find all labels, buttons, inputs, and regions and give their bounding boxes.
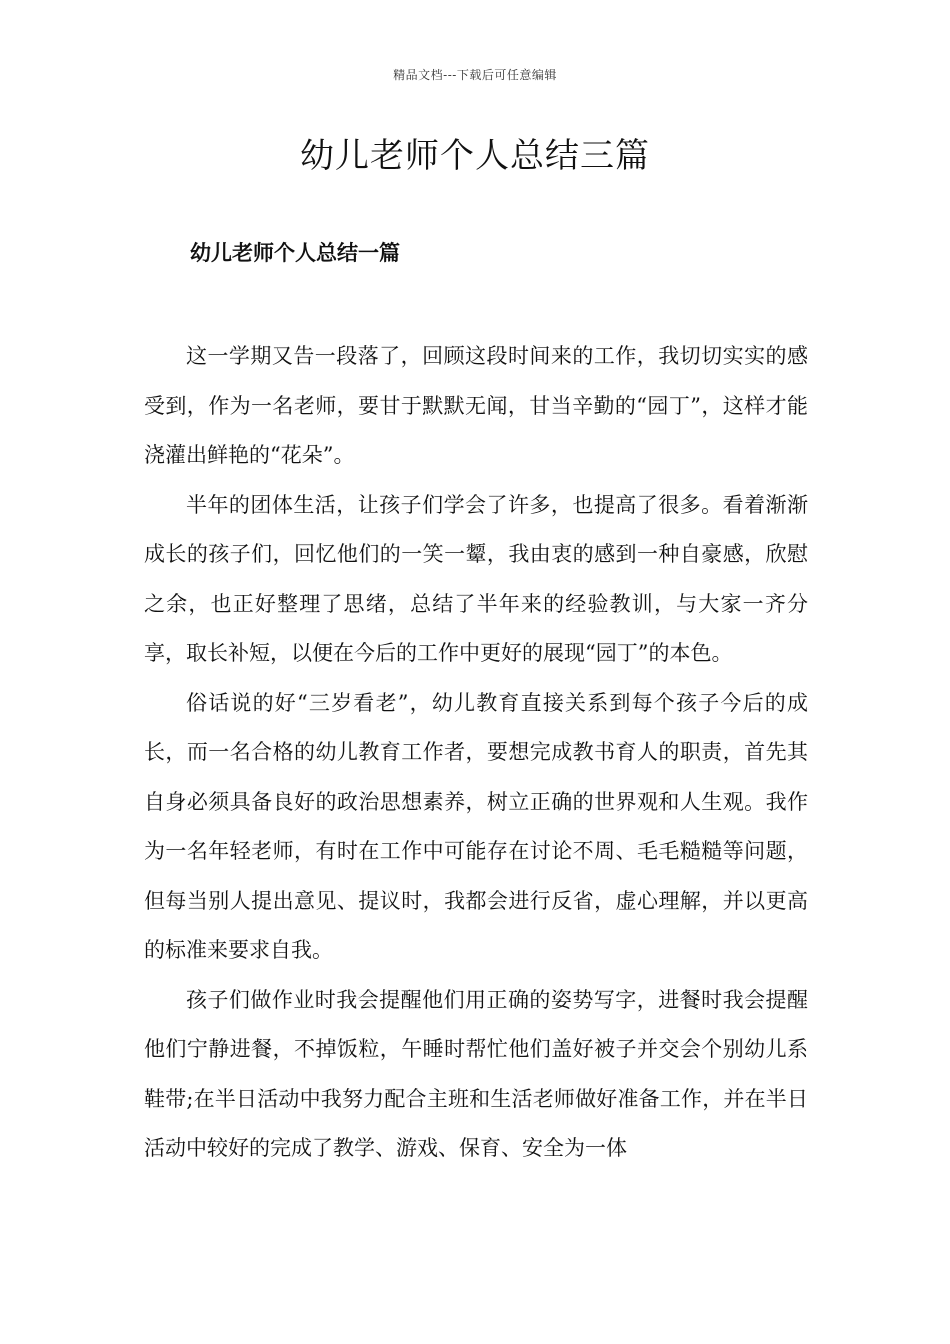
- paragraph-4: 孩子们做作业时我会提醒他们用正确的姿势写字，进餐时我会提醒他们宁静进餐，不掉饭粒，午睡时帮忙他们盖好被子并交会个别幼儿系鞋带;在半日活动中我努力配合主班和生活老师做好准备工作，并在半日活动中较好的完成了教学、游戏、保育、安全为一体: [144, 987, 808, 1160]
- document-title: 幼儿老师个人总结三篇: [300, 136, 650, 176]
- header-note: 精品文档---下载后可任意编辑: [393, 68, 557, 82]
- paragraph-3: 俗话说的好“三岁看老”，幼儿教育直接关系到每个孩子今后的成长，而一名合格的幼儿教育工作者，要想完成教书育人的职责，首先其自身必须具备良好的政治思想素养，树立正确的世界观和人生观。我作为一名年轻老师，有时在工作中可能存在讨论不周、毛毛糙糙等问题，但每当别人提出意见、提议时，我都会进行反省，虚心理解，并以更高的标准来要求自我。: [144, 690, 808, 962]
- paragraph-1: 这一学期又告一段落了，回顾这段时间来的工作，我切切实实的感受到，作为一名老师，要甘于默默无闻，甘当辛勤的“园丁”，这样才能浇灌出鲜艳的“花朵”。: [144, 344, 808, 467]
- document-body: [144, 332, 808, 1174]
- section-subtitle: 幼儿老师个人总结一篇: [190, 240, 400, 265]
- paragraph-2: 半年的团体生活，让孩子们学会了许多，也提高了很多。看着渐渐成长的孩子们，回忆他们的一笑一颦，我由衷的感到一种自豪感，欣慰之余，也正好整理了思绪，总结了半年来的经验教训，与大家一齐分享，取长补短，以便在今后的工作中更好的展现“园丁”的本色。: [144, 492, 808, 665]
